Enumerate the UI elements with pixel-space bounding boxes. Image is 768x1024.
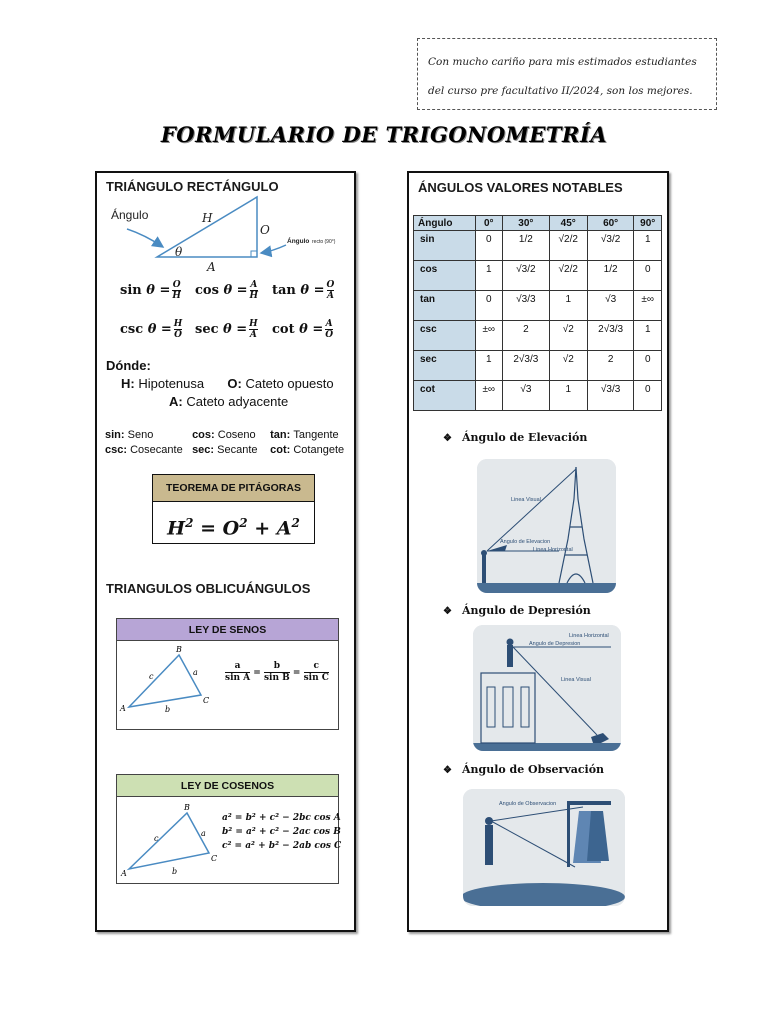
svg-text:Linea Visual: Linea Visual <box>511 497 541 503</box>
svg-text:Linea Horizontal: Linea Horizontal <box>533 547 573 553</box>
page-title: FORMULARIO DE TRIGONOMETRÍA <box>160 122 608 147</box>
formula-sec: sec θ = $\frac{H}{A}$ <box>195 319 258 340</box>
table-header: 0° <box>475 216 502 231</box>
cosine-law-triangle <box>117 797 222 883</box>
triangle-shape <box>157 197 257 257</box>
table-cell: 2√3/3 <box>587 321 634 351</box>
abbr-key: csc: <box>105 444 128 456</box>
h-key: H: <box>121 376 135 391</box>
abbr-key: cot: <box>270 444 291 456</box>
table-cell: 1/2 <box>503 231 550 261</box>
observation-label: Ángulo de Observación <box>461 763 605 776</box>
svg-text:B: B <box>176 645 182 654</box>
depression-image <box>473 625 621 751</box>
abbr-value: Seno <box>127 429 154 441</box>
a-key: A: <box>169 394 183 409</box>
table-cell: √3/3 <box>503 291 550 321</box>
table-cell: 1 <box>634 321 662 351</box>
elevation-image <box>477 459 616 593</box>
sine-law-box <box>116 618 339 730</box>
pythagoras-box <box>152 474 315 544</box>
cosine-law-line: b² = a² + c² − 2ac cos B <box>222 827 341 837</box>
oblique-heading: TRIANGULOS OBLICUÁNGULOS <box>106 581 311 596</box>
table-cell: 0 <box>475 231 502 261</box>
notable-values-heading: ÁNGULOS VALORES NOTABLES <box>418 180 623 195</box>
table-cell: √3 <box>587 291 634 321</box>
svg-text:A: A <box>121 869 127 878</box>
right-triangle-diagram <box>105 195 355 275</box>
elevation-item: ❖ Ángulo de Elevación <box>443 431 588 444</box>
svg-text:Angulo de Depresion: Angulo de Depresion <box>529 641 581 647</box>
notable-values-table <box>413 215 662 411</box>
a-value: Cateto adyacente <box>186 394 289 409</box>
abbr-value: Coseno <box>217 429 256 441</box>
pythagoras-title: TEOREMA DE PITÁGORAS <box>153 475 314 502</box>
row-function: tan <box>414 291 476 321</box>
right-angle-mark <box>251 251 257 257</box>
angle-arrow <box>127 229 163 247</box>
table-row <box>414 291 662 321</box>
svg-text:B: B <box>184 803 190 812</box>
table-cell: √2 <box>549 351 587 381</box>
cosine-law-box <box>116 774 342 884</box>
table-row <box>414 351 662 381</box>
table-cell: 2√3/3 <box>503 351 550 381</box>
table-cell: 2 <box>503 321 550 351</box>
svg-text:c: c <box>149 672 154 681</box>
table-cell: 0 <box>634 261 662 291</box>
abbreviations <box>105 428 344 458</box>
table-cell: 1 <box>549 381 587 411</box>
row-function: csc <box>414 321 476 351</box>
sine-law-triangle <box>117 641 222 729</box>
table-cell: √3/3 <box>587 381 634 411</box>
abbr-value: Cotangete <box>293 444 345 456</box>
svg-text:c: c <box>154 834 159 843</box>
depression-label: Ángulo de Depresión <box>461 604 591 617</box>
donde-title: Dónde: <box>106 358 151 373</box>
row-function: cos <box>414 261 476 291</box>
table-row <box>414 381 662 411</box>
table-cell: 0 <box>634 351 662 381</box>
abbr-value: Secante <box>217 444 258 456</box>
right-triangle-heading: TRIÁNGULO RECTÁNGULO <box>106 179 279 194</box>
angle-label: Ángulo <box>111 208 149 222</box>
abbr-value: Cosecante <box>130 444 183 456</box>
table-cell: 0 <box>475 291 502 321</box>
pythagoras-formula: $H^2 = O^2 + A^2$ <box>167 516 300 540</box>
formula-tan: tan θ = $\frac{O}{A}$ <box>272 280 335 301</box>
right-angle-label: Ángulo <box>287 238 310 245</box>
cosine-law-formulas <box>222 811 341 853</box>
table-row <box>414 261 662 291</box>
theta-label: θ <box>175 245 183 259</box>
table-cell: 2 <box>587 351 634 381</box>
formula-cos: cos θ = $\frac{A}{H}$ <box>195 280 259 301</box>
table-cell: 1/2 <box>587 261 634 291</box>
table-row <box>414 231 662 261</box>
observation-item: ❖ Ángulo de Observación <box>443 763 605 776</box>
table-cell: 0 <box>634 381 662 411</box>
table-cell: 1 <box>634 231 662 261</box>
h-value: Hipotenusa <box>138 376 205 391</box>
cosine-law-title: LEY DE COSENOS <box>117 775 338 797</box>
svg-text:C: C <box>211 854 218 863</box>
svg-text:b: b <box>172 867 178 876</box>
abbr-key: tan: <box>270 429 291 441</box>
table-cell: √2/2 <box>549 261 587 291</box>
dedication-note: Con mucho cariño para mis estimados estudiantes del curso pre facultativo II/2024, son los mejores. <box>417 38 717 110</box>
table-cell: √2 <box>549 321 587 351</box>
opp-label: O <box>260 223 270 237</box>
svg-text:Angulo de Observacion: Angulo de Observacion <box>499 801 557 807</box>
sine-law-title: LEY DE SENOS <box>117 619 338 641</box>
formula-cot: cot θ = $\frac{A}{O}$ <box>272 319 334 340</box>
table-header: 45° <box>549 216 587 231</box>
abbr-value: Tangente <box>293 429 339 441</box>
table-cell: √3/2 <box>503 261 550 291</box>
abbr-key: cos: <box>192 429 215 441</box>
observation-image <box>463 789 625 906</box>
svg-text:Linea Horizontal: Linea Horizontal <box>569 633 609 639</box>
table-header: Ángulo <box>414 216 476 231</box>
svg-text:A: A <box>120 704 126 713</box>
donde-block <box>106 357 334 411</box>
depression-item: ❖ Ángulo de Depresión <box>443 604 591 617</box>
o-value: Cateto opuesto <box>245 376 334 391</box>
table-cell: 1 <box>549 291 587 321</box>
row-function: cot <box>414 381 476 411</box>
abbr-key: sin: <box>105 429 125 441</box>
hyp-label: H <box>202 211 213 225</box>
table-cell: √2/2 <box>549 231 587 261</box>
table-header: 60° <box>587 216 634 231</box>
table-cell: ±∞ <box>634 291 662 321</box>
table-cell: ±∞ <box>475 381 502 411</box>
formula-csc: csc θ = $\frac{H}{O}$ <box>120 319 183 340</box>
table-row <box>414 321 662 351</box>
table-cell: 1 <box>475 261 502 291</box>
svg-text:Linea Visual: Linea Visual <box>561 677 591 683</box>
abbr-key: sec: <box>192 444 215 456</box>
right-angle-arrow <box>261 245 286 253</box>
cosine-law-line: c² = a² + b² − 2ab cos C <box>222 841 342 851</box>
row-function: sec <box>414 351 476 381</box>
svg-text:a: a <box>201 829 206 838</box>
o-key: O: <box>227 376 242 391</box>
row-function: sin <box>414 231 476 261</box>
adj-label: A <box>207 260 216 274</box>
table-header: 90° <box>634 216 662 231</box>
svg-text:Angulo de Elevacion: Angulo de Elevacion <box>500 539 551 545</box>
table-cell: √3 <box>503 381 550 411</box>
table-cell: √3/2 <box>587 231 634 261</box>
cosine-law-line: a² = b² + c² − 2bc cos A <box>222 813 341 823</box>
table-header: 30° <box>503 216 550 231</box>
sine-law-formula: $\frac{a}{\text{sin A}}$ = $\frac{b}{\text{sin B}}$ = $\frac{c}{\text{sin C}}$ <box>225 661 329 683</box>
formula-sin: sin θ = $\frac{O}{H}$ <box>120 280 181 301</box>
svg-text:C: C <box>203 696 210 705</box>
elevation-label: Ángulo de Elevación <box>461 431 588 444</box>
svg-text:b: b <box>165 705 171 714</box>
right-angle-note: recto (90°) <box>312 239 336 245</box>
svg-text:a: a <box>193 668 198 677</box>
table-cell: ±∞ <box>475 321 502 351</box>
table-cell: 1 <box>475 351 502 381</box>
